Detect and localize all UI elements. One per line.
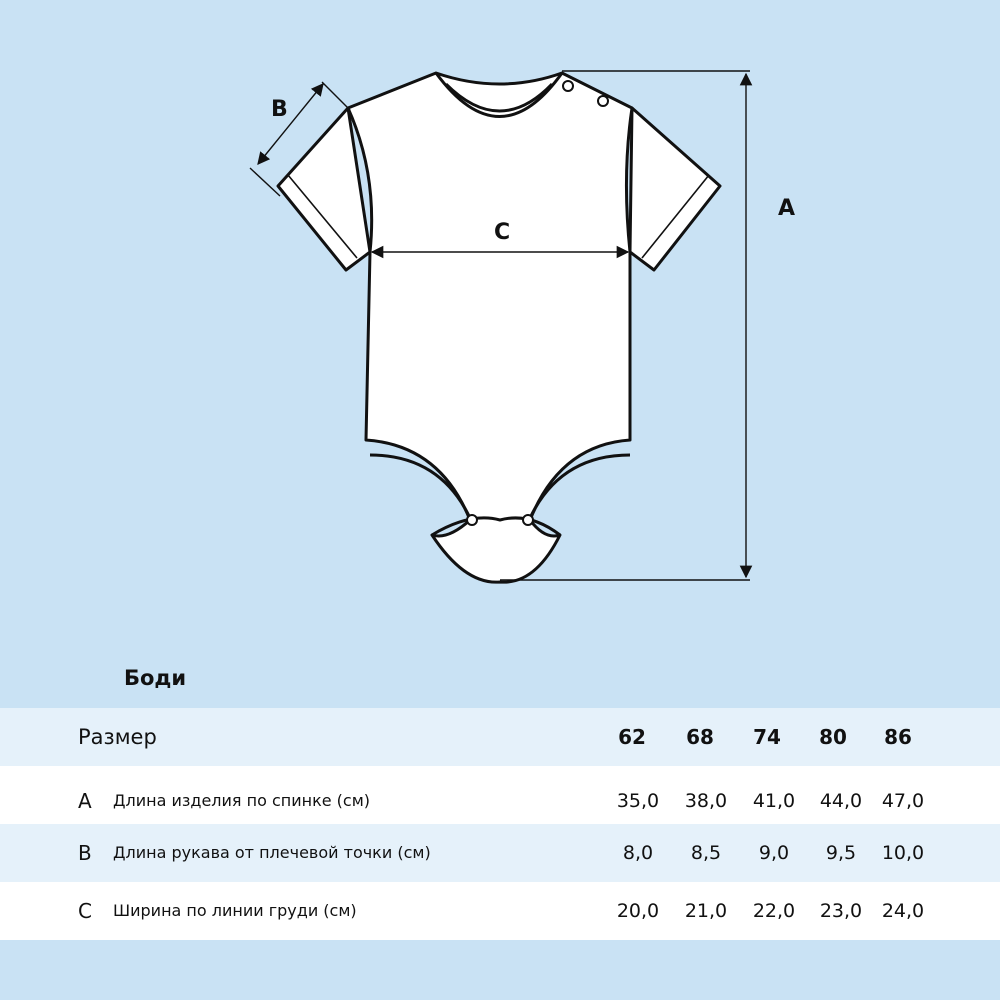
table-cell: 44,0	[819, 790, 863, 812]
size-header-label: Размер	[78, 725, 157, 749]
bodysuit-outline	[278, 73, 720, 582]
size-74: 74	[753, 725, 781, 749]
dimension-b-label: B	[271, 97, 288, 122]
row-letter: C	[78, 899, 92, 923]
table-row	[0, 766, 1000, 824]
row-description: Ширина по линии груди (см)	[113, 901, 357, 920]
table-cell: 38,0	[684, 790, 728, 812]
row-description: Длина изделия по спинке (см)	[113, 791, 371, 810]
size-80: 80	[819, 725, 847, 749]
table-cell: 8,0	[622, 842, 654, 864]
size-86: 86	[884, 725, 912, 749]
size-62: 62	[618, 725, 646, 749]
row-description: Длина рукава от плечевой точки (см)	[113, 843, 431, 862]
table-cell: 22,0	[752, 900, 796, 922]
size-table	[0, 708, 1000, 940]
table-row	[0, 824, 1000, 882]
table-cell: 41,0	[752, 790, 796, 812]
table-cell: 10,0	[881, 842, 925, 864]
table-cell: 23,0	[819, 900, 863, 922]
table-cell: 8,5	[690, 842, 722, 864]
table-row	[0, 882, 1000, 940]
table-cell: 9,0	[758, 842, 790, 864]
table-cell: 35,0	[616, 790, 660, 812]
table-cell: 20,0	[616, 900, 660, 922]
table-cell: 21,0	[684, 900, 728, 922]
table-cell: 47,0	[881, 790, 925, 812]
table-cell: 9,5	[825, 842, 857, 864]
row-letter: B	[78, 841, 92, 865]
row-letter: A	[78, 789, 92, 813]
product-title: Боди	[124, 666, 187, 690]
dimension-c-label: C	[494, 220, 511, 245]
table-header-row	[0, 708, 1000, 766]
dimension-a-label: A	[778, 196, 796, 221]
table-cell: 24,0	[881, 900, 925, 922]
size-68: 68	[686, 725, 714, 749]
